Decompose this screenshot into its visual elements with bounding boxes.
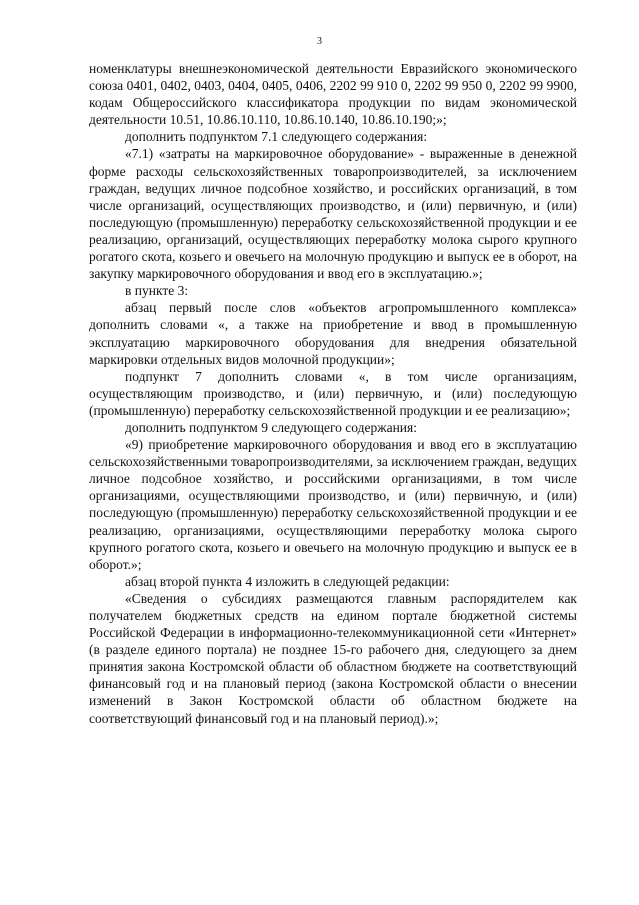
page-number: 3 bbox=[317, 36, 322, 47]
paragraph-okved-codes: номенклатуры внешнеэкономической деятельности Евразийского экономического союза 0401, 0402, 0403, 0404, 0405, 0406, 2202 99 910 0, 2202 99 950 0, 2202 99 9900, кодам Общероссийского классификатора продукции по видам экономической деятельности 10.51, 10.86.10.110, 10.86.10.140, 10.86.10.190;»; bbox=[89, 61, 577, 128]
paragraph-subitem-9-text: «9) приобретение маркировочного оборудования и ввод его в эксплуатацию сельскохозяйственными товаропроизводителями, за исключением граждан, ведущих личное подсобное хозяйство, и российскими организациями, в том числе организациями, осуществляющими производство, и (или) первичную, и (или) последующую (промышленную) переработку сельскохозяйственной продукции и ее реализацию, организациями, осуществляющими переработку молока сырого крупного рогатого скота, козьего и овечьего на молочную продукцию и выпуск ее в оборот.»; bbox=[89, 437, 577, 572]
paragraph-subitem-7-1-text: «7.1) «затраты на маркировочное оборудование» - выраженные в денежной форме расходы сельскохозяйственных товаропроизводителей, за исключением граждан, ведущих личное подсобное хозяйство, и российских организаций, в том числе организаций, осуществляющих производство, и (или) первичную, и (или) последующую (промышленную) переработку сельскохозяйственной продукции и ее реализацию, организаций, осуществляющих переработку молока сырого крупного рогатого скота, козьего и овечьего на молочную продукцию и выпуск ее в оборот, на закупку маркировочного оборудования и ввод его в эксплуатацию.»; bbox=[89, 146, 577, 282]
paragraph-first-abzac: абзац первый после слов «объектов агропромышленного комплекса» дополнить словами «, а также на приобретение и ввод в промышленную эксплуатацию маркировочного оборудования для внедрения обязательной маркировки отдельных видов молочной продукции»; bbox=[89, 300, 577, 367]
paragraph-subsidy-info: «Сведения о субсидиях размещаются главным распорядителем как получателем бюджетных средств на едином портале бюджетной системы Российской Федерации в информационно-телекоммуникационной сети «Интернет» (в разделе единого портала) не позднее 15-го рабочего дня, следующего за днем принятия закона Костромской области об областном бюджете на соответствующий финансовый год и на плановый период (закона Костромской области о внесении изменений в Закон Костромской области об областном бюджете на соответствующий финансовый год и на плановый период).»; bbox=[89, 590, 577, 726]
paragraph-add-subitem-9: дополнить подпунктом 9 следующего содержания: bbox=[125, 419, 417, 435]
paragraph-add-subitem-7-1: дополнить подпунктом 7.1 следующего содержания: bbox=[125, 129, 428, 145]
paragraph-in-item-3: в пункте 3: bbox=[125, 283, 189, 299]
paragraph-item-4-abzac-2: абзац второй пункта 4 изложить в следующей редакции: bbox=[125, 573, 450, 589]
document-body bbox=[89, 60, 577, 727]
paragraph-subitem-7: подпункт 7 дополнить словами «, в том числе организациям, осуществляющим производство, и (или) первичную, и (или) последующую (промышленную) переработку сельскохозяйственной продукции и ее реализацию»; bbox=[89, 368, 577, 418]
